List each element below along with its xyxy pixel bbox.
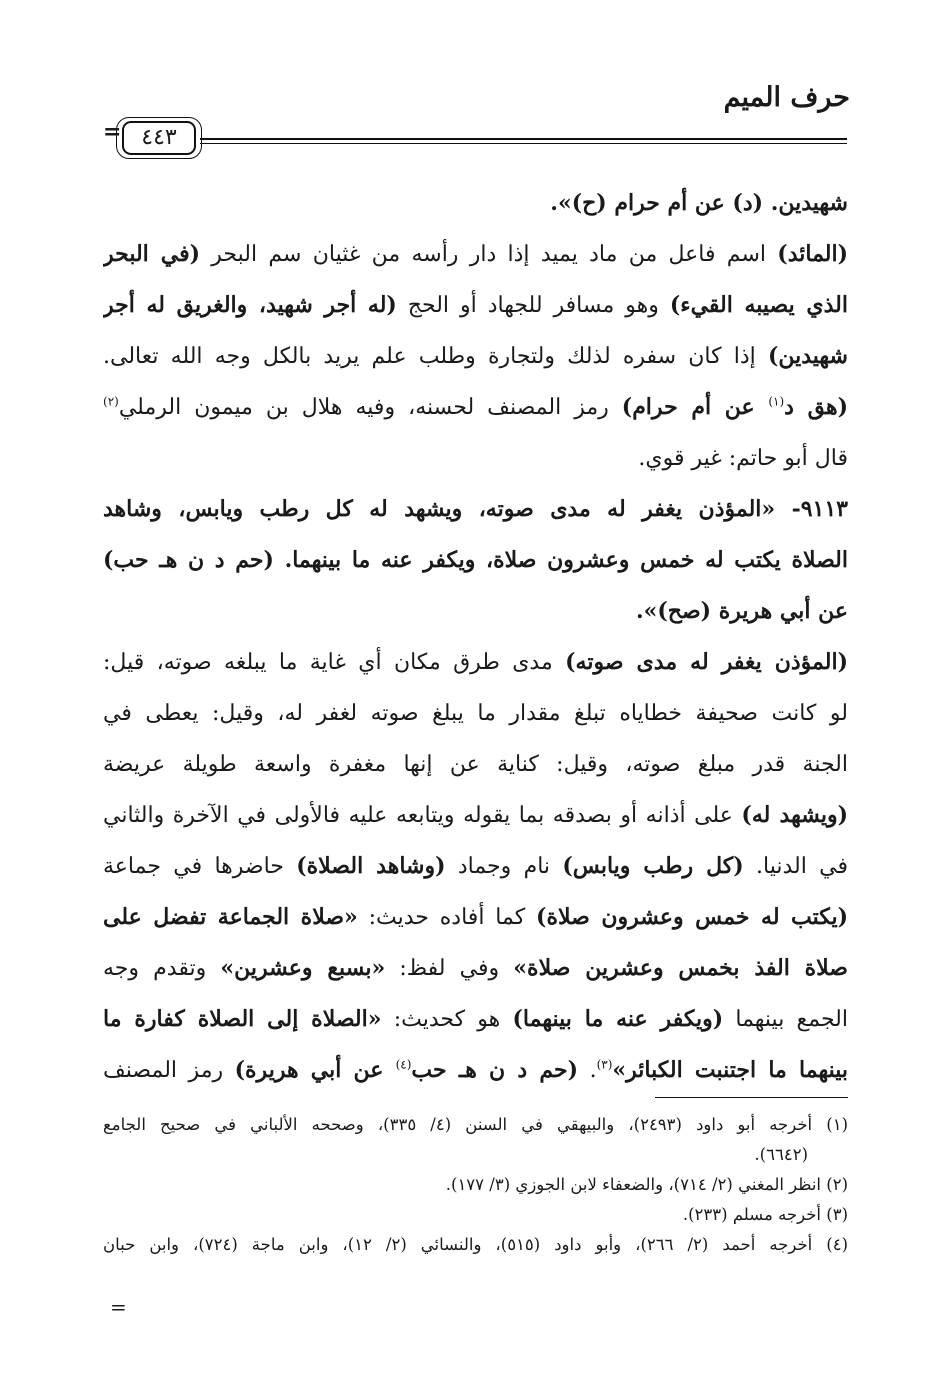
footnote-3: (٣) أخرجه مسلم (٢٣٣). (682, 1205, 848, 1224)
lemma: عن أبي هريرة) (234, 1057, 396, 1083)
lemma: (في البحر (103, 241, 201, 267)
commentary-text: حاضرها في جماعة (103, 854, 297, 879)
footnote-ref: (٣) (596, 1057, 613, 1072)
footnote-ref: (٤) (395, 1057, 412, 1072)
running-title: حرف الميم (723, 82, 850, 113)
text-line (103, 535, 848, 586)
page-number-frame (122, 121, 196, 155)
commentary-text: وفي لفظ: (385, 956, 514, 981)
text-line (103, 841, 848, 892)
commentary-text: وتقدم وجه (103, 956, 221, 981)
lemma: (المؤذن يغفر له مدى صوته) (565, 649, 848, 675)
footnote-1: (١) أخرجه أبو داود (٢٤٩٣)، والبيهقي في السنن (٤/ ٣٣٥)، وصححه الألباني في صحيح الجامع (103, 1115, 848, 1134)
hadith-text: الصلاة يكتب له خمس وعشرون صلاة، ويكفر عنه ما بينهما. (حم د ن هـ حب) (103, 547, 848, 573)
commentary-text: إذا كان سفره لذلك ولتجارة وطلب علم يريد بالكل وجه الله تعالى. (103, 344, 768, 369)
lemma: (هق د (784, 394, 848, 420)
footnote-continuation-mark: = (110, 1295, 127, 1319)
header-rule-inner (200, 143, 847, 144)
text-line (103, 178, 848, 229)
commentary-text: رمز المصنف (103, 1058, 235, 1083)
text-line (103, 1045, 848, 1096)
footnote-4: (٤) أخرجه أحمد (٢/ ٢٦٦)، وأبو داود (٥١٥)، والنسائي (٢/ ١٢)، وابن ماجة (٧٢٤)، وابن حبان (103, 1235, 848, 1254)
footnote-ref: (٢) (103, 394, 119, 409)
lemma: شهيدين) (767, 343, 848, 369)
lemma: (وشاهد الصلاة) (296, 853, 446, 879)
text-line (103, 331, 848, 382)
text-line (103, 586, 848, 637)
commentary-text: الجمع بينهما (723, 1007, 848, 1032)
text-line (103, 943, 848, 994)
hadith-text: ٩١١٣- «المؤذن يغفر له مدى صوته، ويشهد له كل رطب ويابس، وشاهد (103, 496, 848, 522)
quoted-hadith: صلاة الفذ بخمس وعشرين صلاة» (513, 955, 848, 981)
page-number: ٤٤٣ (141, 125, 177, 150)
lemma: (يكتب له خمس وعشرون صلاة) (536, 904, 848, 930)
text-line (103, 994, 848, 1045)
lemma: (ويشهد له) (741, 802, 848, 828)
quoted-hadith: «الصلاة إلى الصلاة كفارة ما (103, 1006, 382, 1032)
commentary-text: كما أفاده حديث: (357, 905, 537, 930)
lemma: (ويكفر عنه ما بينهما) (512, 1006, 724, 1032)
lemma: (المائد) (777, 241, 848, 267)
commentary-text: . (578, 1058, 597, 1083)
commentary-text: هو كحديث: (381, 1007, 513, 1032)
text-line (103, 790, 848, 841)
hadith-text: عن أبي هريرة (صح)». (635, 598, 848, 624)
main-text (103, 178, 848, 1096)
text-line (103, 637, 848, 688)
lemma: عن أم حرام) (621, 394, 769, 420)
text-line (103, 688, 848, 739)
lemma: الذي يصيبه القيء) (669, 292, 848, 318)
text-line (103, 892, 848, 943)
text-line (103, 433, 848, 484)
text-line (103, 382, 848, 433)
commentary-text: رمز المصنف لحسنه، وفيه هلال بن ميمون الرملي (118, 395, 622, 420)
commentary-text: على أذانه أو بصدقه بما يقوله ويتابعه عليه فالأولى في الآخرة والثاني (103, 803, 742, 828)
lemma: (كل رطب ويابس) (562, 853, 744, 879)
text-line (103, 739, 848, 790)
text-line (103, 280, 848, 331)
quoted-hadith: «بسبع وعشرين» (220, 955, 386, 981)
header-continuation-mark: = (103, 119, 122, 145)
lemma: (حم د ن هـ حب (411, 1057, 579, 1083)
footnote-1-continued: (٦٦٤٢). (754, 1145, 808, 1164)
commentary-text: الجنة قدر مبلغ صوته، وقيل: كناية عن إنها مغفرة واسعة طويلة عريضة (103, 752, 848, 777)
commentary-text: مدى طرق مكان أي غاية ما يبلغه صوته، قيل: (103, 650, 566, 675)
commentary-text: قال أبو حاتم: غير قوي. (638, 446, 848, 471)
header-rule (200, 138, 847, 140)
footnote-separator (655, 1097, 848, 1098)
commentary-text: نام وجماد (445, 854, 563, 879)
commentary-text: اسم فاعل من ماد يميد إذا دار رأسه من غثيان سم البحر (200, 242, 778, 267)
footnote-2: (٢) انظر المغني (٢/ ٧١٤)، والضعفاء لابن الجوزي (٣/ ١٧٧). (445, 1175, 848, 1194)
footnotes (103, 1110, 848, 1260)
quoted-hadith: «صلاة الجماعة تفضل على (103, 904, 358, 930)
commentary-text: لو كانت صحيفة خطاياه تبلغ مقدار ما يبلغ صوته لغفر له، وقيل: يعطى في (103, 701, 848, 726)
text-line (103, 229, 848, 280)
quoted-hadith: بينهما ما اجتنبت الكبائر» (612, 1057, 848, 1083)
commentary-text: في الدنيا. (743, 854, 848, 879)
hadith-ending: شهيدين. (د) عن أم حرام (ح)». (550, 190, 848, 216)
lemma: (له أجر شهيد، والغريق له أجر (103, 292, 397, 318)
footnote-ref: (١) (768, 394, 785, 409)
commentary-text: وهو مسافر للجهاد أو الحج (396, 293, 670, 318)
text-line (103, 484, 848, 535)
